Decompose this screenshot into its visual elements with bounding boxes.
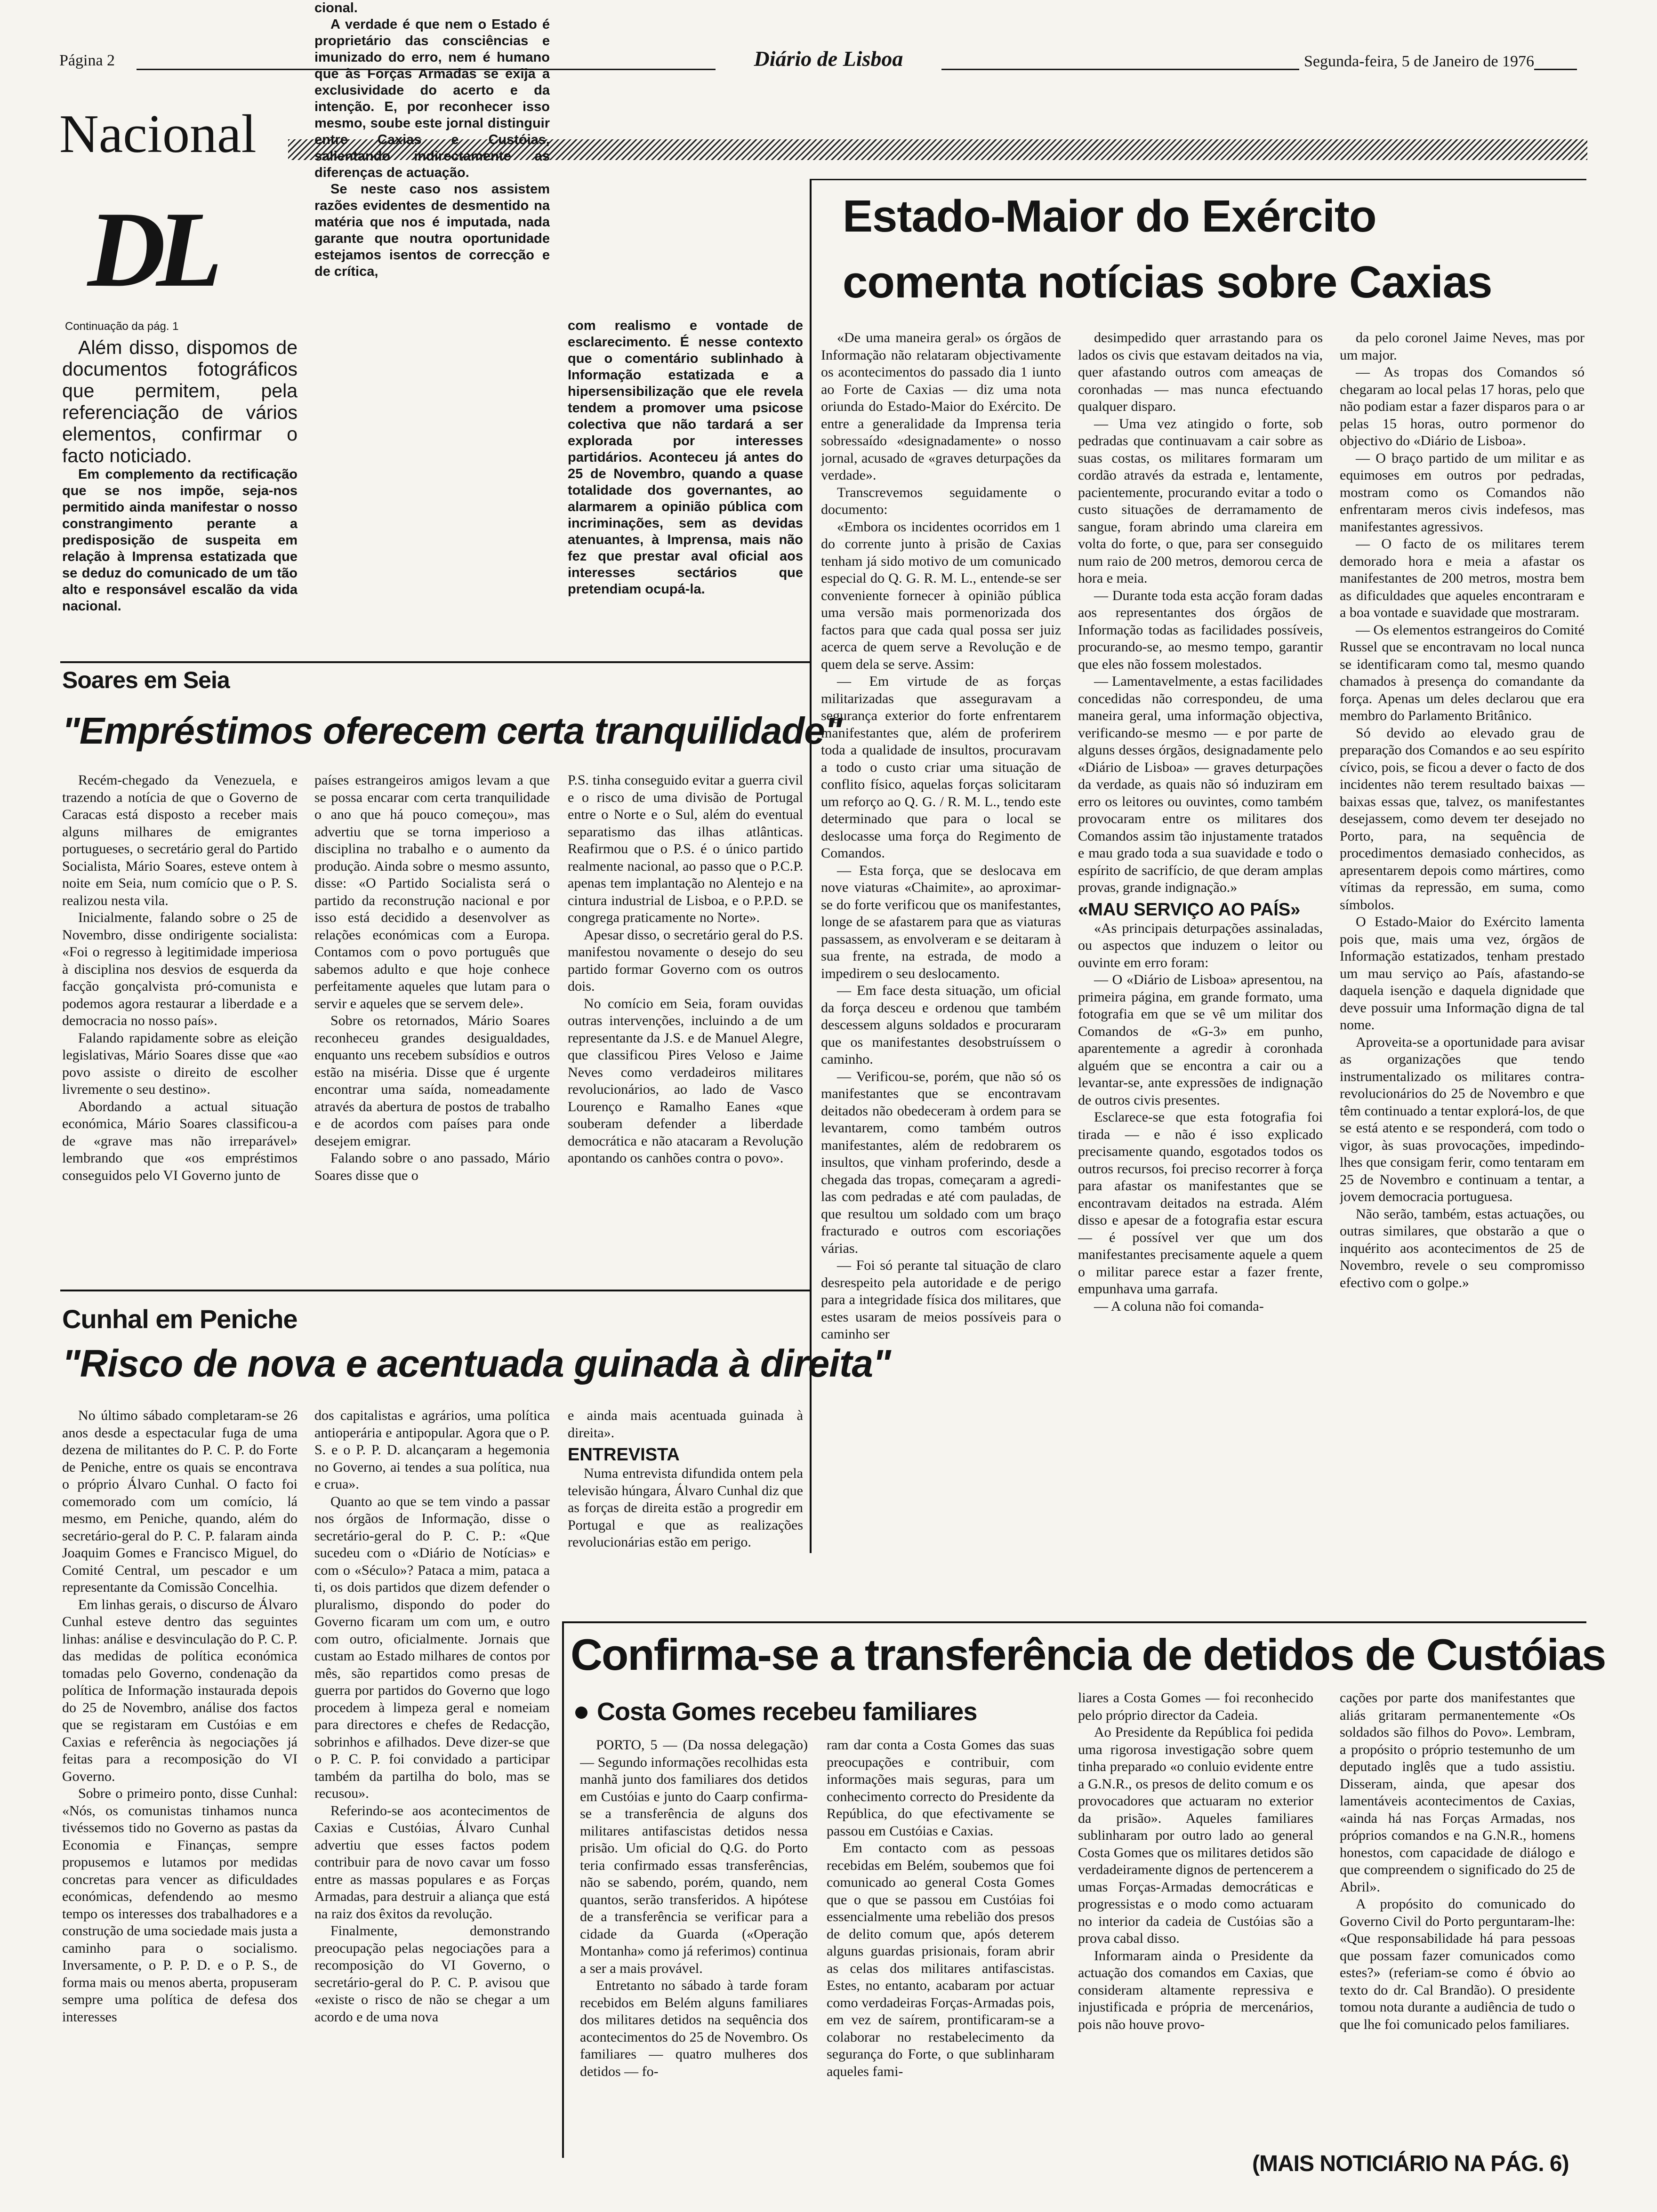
soares-paragraph: Apesar disso, o secretário geral do P.S. manifestou novamente o desejo do seu partido formar Governo com os outros dois. — [568, 927, 803, 994]
section-title: Nacional — [59, 104, 257, 164]
soares-paragraph: P.S. tinha conseguido evitar a guerra civil e o risco de uma divisão de Portugal entre o Norte e o Sul, além do eventual separatismo das ilhas atlânticas. Reafirmou que o P.S. é o único partido realmente nacional, ao passo que o P.C.P. apenas tem implantação no Alentejo e na cintura industrial de Lisboa, e o P.P.D. se congrega praticamente no Norte». — [568, 772, 803, 925]
soares-bottom-rule — [60, 1290, 810, 1291]
caxias-paragraph: «As principais deturpações assinaladas, ou aspectos que induzem o leitor ou ouvinte em erro foram: — [1078, 920, 1323, 970]
custoias-box-top-rule — [562, 1621, 1586, 1623]
custoias-paragraph: PORTO, 5 — (Da nossa delegação) — Segundo informações recolhidas esta manhã junto dos familiares dos detidos em Custóias e junto do Caarp confirma-se a transferência de alguns dos militares antifascistas detidos nessa prisão. Um oficial do Q.G. do Porto teria confirmado essas transferências, não se sabendo, porém, quando, nem quantos, serão transferidos. A hipótese de a transferência se verificar para a cidade da Guarda («Operação Montanha» como já referimos) continua a ser a mais provável. — [580, 1737, 808, 1976]
caxias-paragraph: — O facto de os militares terem demorado hora e meia a afastar os manifestantes de 200 metros, mostra bem as dificuldades que aqueles encontraram e a boa vontade e suavidade que mostraram. — [1340, 536, 1585, 620]
soares-paragraph: Sobre os retornados, Mário Soares reconheceu grandes desigualdades, enquanto uns recebem subsídios e outros estão na miséria. Disse que é urgente encontrar uma saída, nomeadamente através da abertura de postos de trabalho e de acordos com países para onde desejem emigrar. — [314, 1013, 550, 1149]
caxias-paragraph: «Embora os incidentes ocorridos em 1 do corrente junto à prisão de Caxias tenham já sido motivo de um comunicado especial do Q. G. R. M. L., entende-se ser conveniente fornecer à opinião pública uma versão mais pormenorizada dos factos para que cada qual possa ser juiz acerca de quem serve a Revolução e de quem dela se serve. Assim: — [821, 519, 1061, 672]
soares-paragraph: Inicialmente, falando sobre o 25 de Novembro, disse ondirigente socialista: «Foi o regresso à legitimidade imperiosa à disciplina nos desvios de esquerda da facção gonçalvista pró-comunista e podemos agora restaurar a liberdade e a democracia no nosso país». — [62, 910, 298, 1028]
soares-headline: "Empréstimos oferecem certa tranquilidade" — [62, 710, 842, 752]
caxias-paragraph: — Lamentavelmente, a estas facilidades concedidas não correspondeu, de uma maneira geral, uma informação objectiva, verificando-se mesmo — e por parte de alguns desses órgãos, designadamente pelo «Diário de Lisboa» — graves deturpações da verdade, as quais não só induziram em erro os leitores ou ouvintes, como também provocaram entre os militares dos Comandos assim tão injustamente tratados e mau grado toda a sua suavidade e todo o espírito de sacrifício, de que deram amplas provas, grande indignação.» — [1078, 673, 1323, 895]
caxias-paragraph: Não serão, também, estas actuações, ou outras similares, que obstarão a que o inquérito aos acontecimentos de 25 de Novembro, revele o seu compromisso efectivo com o golpe.» — [1340, 1206, 1585, 1290]
caxias-subhead: «MAU SERVIÇO AO PAÍS» — [1078, 899, 1301, 920]
cunhal-kicker: Cunhal em Peniche — [62, 1304, 298, 1334]
caxias-paragraph: — O «Diário de Lisboa» apresentou, na primeira página, em grande formato, uma fotografia em que se vê um militar dos Comandos de «G-3» em punho, aparentemente a agredir à coronhada alguém que se encontra a cair ou a levantar-se, ante expressões de indignação de outros civis presentes. — [1078, 972, 1323, 1108]
soares-paragraph: países estrangeiros amigos levam a que se possa encarar com certa tranquilidade o ano que há pouco começou», mas advertiu que se torna imperioso a disciplina no trabalho e o aumento da produção. Ainda sobre o mesmo assunto, disse: «O Partido Socialista será o partido da reconstrução nacional e por isso está decidido a desenvolver as relações económicas com a Europa. Contamos com o povo português que sabemos adulto e que hoje conhece perfeitamente aqueles que lutam para o servir e aqueles que se servem dele». — [314, 772, 550, 1011]
soares-column-3 — [568, 772, 803, 1271]
dl-logo: DL — [88, 189, 213, 309]
caxias-paragraph: — Em face desta situação, um oficial da força desceu e ordenou que também descessem alguns soldados e procuraram que os manifestantes desobstruíssem o caminho. — [821, 983, 1061, 1067]
editorial-bottom-rule — [60, 661, 810, 663]
cunhal-paragraph: No último sábado completaram-se 26 anos desde a espectacular fuga de uma dezena de militantes do P. C. P. do Forte de Peniche, entre os quais se encontrava o próprio Álvaro Cunhal. O facto foi comemorado com um comício, lá mesmo, em Peniche, quando, além do secretário-geral do P. C. P. falaram ainda Joaquim Gomes e Francisco Miguel, do Comité Central, um pescador e um representante da Comissão Concelhia. — [62, 1408, 298, 1595]
newspaper-name: Diário de Lisboa — [716, 46, 941, 71]
cunhal-subhead: ENTREVISTA — [568, 1445, 680, 1465]
caxias-paragraph: — Esta força, que se deslocava em nove viaturas «Chaimite», ao aproximar-se do forte verificou que os manifestantes, longe de se afastarem para que as viaturas passassem, as envolveram e se deitaram à sua frente, na estrada, de modo a impedirem o seu deslocamento. — [821, 862, 1061, 981]
continuation-note: Continuação da pág. 1 — [65, 320, 179, 333]
soares-paragraph: Abordando a actual situação económica, Mário Soares classificou-a de «grave mas não irreparável» lembrando que «os empréstimos conseguidos pelo VI Governo junto de — [62, 1098, 298, 1183]
caxias-paragraph: — As tropas dos Comandos só chegaram ao local pelas 17 horas, pelo que não podiam estar a fazer disparos para o ar pelas 15 horas, outro pormenor do objectivo do «Diário de Lisboa». — [1340, 364, 1585, 449]
caxias-paragraph: Esclarece-se que esta fotografia foi tirada — e não é isso explicado precisamente quando, esgotados todos os outros recursos, foi preciso recorrer à força para afastar os manifestantes que se encontravam deitados na estrada. Além disso e apesar de a fotografia estar escura — é possível ver que um dos manifestantes precisamente aquele a quem o militar parece estar a fazer frente, empunhava uma garrafa. — [1078, 1109, 1323, 1297]
cunhal-paragraph: dos capitalistas e agrários, uma política antioperária e antipopular. Agora que o P. S. e o P. P. D. alcançaram a hegemonia no Governo, ai tendes a sua política, nua e crua». — [314, 1408, 550, 1492]
custoias-paragraph: Informaram ainda o Presidente da actuação dos comandos em Caxias, que consideram altamente repressiva e injustificada e própria de mercenários, pois não houve provo- — [1078, 1948, 1313, 2032]
editorial-column-3 — [568, 318, 803, 666]
editorial-paragraph: Em complemento da rectificação que se nos impõe, seja-nos permitido ainda manifestar o nosso constrangimento perante a predisposição de suspeita em relação à Imprensa estatizada que se deduz do comunicado de um tão alto e responsável escalão da vida nacional. — [62, 467, 298, 614]
custoias-paragraph: Em contacto com as pessoas recebidas em Belém, soubemos que foi comunicado ao general Costa Gomes que o que se passou em Custóias foi essencialmente uma rebelião dos presos de delito comum que, após deterem alguns guardas prisionais, foram abrir as celas dos militares antifascistas. Estes, no entanto, acabaram por actuar como verdadeiras Forças-Armadas pois, em vez de saírem, prontificaram-se a colaborar no restabelecimento da segurança do Forte, o que sublinharam aqueles fami- — [827, 1840, 1054, 2079]
editorial-column-1 — [62, 337, 298, 694]
soares-column-2 — [314, 772, 550, 1271]
caxias-paragraph: — A coluna não foi comanda- — [1094, 1298, 1264, 1314]
caxias-column-3 — [1340, 329, 1585, 1553]
caxias-paragraph: — O braço partido de um militar e as equimoses em outros por pedradas, mostram como os Comandos não enfrentaram meros civis indefesos, mas manifestantes agressivos. — [1340, 450, 1585, 535]
cunhal-paragraph: Sobre o primeiro ponto, disse Cunhal: «Nós, os comunistas tinhamos nunca tivéssemos tido no Governo as pastas da Economia e Finanças, sempre propusemos e lutamos por medidas concretas para vencer as dificuldades económicas, defendendo ao mesmo tempo os interesses dos trabalhadores e a construção de uma sociedade mais justa a caminho para o socialismo. Inversamente, o P. P. D. e o P. S., de forma mais ou menos aberta, propuseram sempre uma política de defesa dos interesses — [62, 1786, 298, 2025]
caxias-paragraph: da pelo coronel Jaime Neves, mas por um major. — [1340, 330, 1585, 363]
cunhal-column-1 — [62, 1407, 298, 2184]
caxias-paragraph: — Verificou-se, porém, que não só os manifestantes que se encontravam deitados não obedeceram à ordem para se levantarem, como também outros manifestantes, além de redobrarem os insultos, que vinham proferindo, desde a chegada das tropas, começaram a agredi-las com pedradas e até com pauladas, de que resultou um soldado com um braço fracturado e outros com escoriações várias. — [821, 1068, 1061, 1256]
caxias-paragraph: — Os elementos estrangeiros do Comité Russel que se encontravam no local nunca se identificaram como tal, mesmo quando chamados à presença do comandante da força. Apenas um deles declarou que era membro do Parlamento Britânico. — [1340, 622, 1585, 723]
cunhal-column-3 — [568, 1407, 803, 1577]
custoias-column-4 — [1340, 1690, 1575, 2090]
custoias-paragraph: ram dar conta a Costa Gomes das suas preocupações e contribuir, com informações mais seguras, para um conhecimento correcto do Presidente da República, do que efectivamente se passou em Custóias e Caxias. — [827, 1737, 1054, 1839]
cunhal-paragraph: Finalmente, demonstrando preocupação pelas negociações para a recomposição do VI Governo, o secretário-geral do P. C. P. avisou que «existe o risco de não se chegar a um acordo e de uma nova — [314, 1923, 550, 2025]
caxias-paragraph: — Foi só perante tal situação de claro desrespeito pela autoridade e de perigo para a integridade física dos militares, que estes usaram de meios possíveis para o caminho ser — [821, 1258, 1061, 1342]
caxias-headline-line-1: Estado-Maior do Exército — [843, 191, 1376, 241]
custoias-subheadline: Costa Gomes recebeu familiares — [597, 1698, 977, 1726]
custoias-paragraph: A propósito do comunicado do Governo Civil do Porto perguntaram-lhe: «Que responsabilidade há para pessoas que possam fazer comunicados como estes?» (referiam-se como é óbvio ao texto do dr. Cal Brandão). O presidente tomou nota durante a audiência de tudo o que lhe foi comunicado pelos familiares. — [1340, 1896, 1575, 2032]
editorial-paragraph: com realismo e vontade de esclarecimento. É nesse contexto que o comentário sublinhado à Informação estatizada e a hipersensibilização que ele revela tendem a promover uma psicose colectiva que não tardará a ser explorada por interesses partidários. Aconteceu já antes do 25 de Novembro, quando a quase totalidade dos governantes, ao alarmarem a opinião pública com incriminações, sem as devidas atenuantes, à Imprensa, mais não fez que prestar aval oficial aos interesses sectários que pretendiam ocupá-la. — [568, 318, 803, 597]
editorial-column-2 — [314, 0, 550, 348]
bullet-dot-icon — [575, 1707, 587, 1719]
custoias-column-3 — [1078, 1690, 1313, 2160]
cunhal-paragraph: Referindo-se aos acontecimentos de Caxias e Custóias, Álvaro Cunhal advertiu que esses factos podem contribuir para de novo cavar um fosso entre as massas populares e as Forças Armadas, para destruir a aliança que está na raiz dos êxitos da revolução. — [314, 1803, 550, 1922]
custoias-paragraph: Ao Presidente da República foi pedida uma rigorosa investigação sobre quem tinha preparado «o conluio evidente entre a G.N.R., os presos de delito comum e os provocadores que actuaram no exterior da prisão». Aqueles familiares sublinharam por outro lado ao general Costa Gomes que os militares detidos são verdadeiramente dignos de pertencerem a umas Forças-Armadas democráticas e progressistas e o modo como actuaram no interior da cadeia de Custóias são a prova cabal disso. — [1078, 1724, 1313, 1946]
caxias-paragraph: Aproveita-se a oportunidade para avisar as organizações que tendo instrumentalizado os militares contra-revolucionários do 25 de Novembro e que têm continuado a tentar explorá-los, de que se está atento e se responderá, com todo o vigor, às suas provocações, impedindo-lhes que consigam ferir, como tentaram em 25 de Novembro e continuam a tentar, a jovem democracia portuguesa. — [1340, 1034, 1585, 1204]
editorial-paragraph: A verdade é que nem o Estado é proprietário das consciências e imunizado do erro, nem é humano que às Forças Armadas se exija a exclusividade do acerto e da intenção. E, por reconhecer isso mesmo, soube este jornal distinguir entre Caxias e Custóias, salientando indirectamente as diferenças de actuação. — [314, 17, 550, 180]
caxias-paragraph: «De uma maneira geral» os órgãos de Informação não relataram objectivamente os acontecimentos do passado dia 1 iunto ao Forte de Caxias — diz uma nota oriunda do Estado-Maior do Exército. De entre a generalidade da Imprensa teria sobressaído «designadamente» o nosso jornal, acusado de «graves deturpações da verdade». — [821, 330, 1061, 483]
caxias-paragraph: desimpedido quer arrastando para os lados os civis que estavam deitados na via, quer afastando outros com ameaças de coronhadas — mas nunca efectuando qualquer disparo. — [1078, 330, 1323, 414]
custoias-paragraph: cações por parte dos manifestantes que aliás gritaram permanentemente «Os soldados são filhos do Povo». Lembram, a propósito o próprio testemunho de um deputado inglês que a tudo assistiu. Disseram, ainda, que apesar dos lamentáveis acontecimentos de Caxias, «ainda há nas Forças Armadas, nos próprios comandos e na G.N.R., homens honestos, com capacidade de diálogo e que compreendem o significado do 25 de Abril». — [1340, 1690, 1575, 1895]
caxias-box-top-rule — [810, 179, 1586, 180]
cunhal-headline: "Risco de nova e acentuada guinada à direita" — [62, 1342, 891, 1385]
cunhal-paragraph: Numa entrevista difundida ontem pela televisão húngara, Álvaro Cunhal diz que as forças de direita estão a progredir em Portugal e que as realizações revolucionárias estão em perigo. — [568, 1466, 803, 1550]
caxias-paragraph: O Estado-Maior do Exército lamenta pois que, mais uma vez, órgãos de Informação estatizados, tenham prestado um mau serviço ao País, afastando-se daquela isenção e daquela dignidade que deve possuir uma Informação digna de tal nome. — [1340, 914, 1585, 1033]
soares-paragraph: Recém-chegado da Venezuela, e trazendo a notícia de que o Governo de Caracas está disposto a receber mais alguns milhares de emigrantes portugueses, o secretário geral do Partido Socialista, Mário Soares, esteve ontem à noite em Seia, num comício que o P. S. realizou nesta vila. — [62, 772, 298, 908]
continued-on-page-note: (MAIS NOTICIÁRIO NA PÁG. 6) — [1252, 2151, 1569, 2176]
caxias-paragraph: — Uma vez atingido o forte, sob pedradas que continuavam a cair sobre as suas costas, os militares formaram um cordão através da estrada e, lentamente, pacientemente, procurando evitar a todo o custo situações de derramamento de sangue, foram abrindo uma clareira em volta do forte, o que, para ser conseguido num raio de 200 metros, demorou cerca de hora e meia. — [1078, 416, 1323, 586]
soares-kicker: Soares em Seia — [62, 667, 230, 693]
issue-date: Segunda-feira, 5 de Janeiro de 1976 — [1299, 53, 1534, 71]
caxias-paragraph: Só devido ao elevado grau de preparação dos Comandos e ao seu espírito cívico, pois, se ficou a dever o facto de dos incidentes não terem resultado baixas — baixas essas que, talvez, os manifestantes desejassem, como devem ter desejado no Porto, para, na sequência de procedimentos demasiado conhecidos, as apresentarem depois como mártires, como vítimas da repressão, em suma, como símbolos. — [1340, 725, 1585, 913]
custoias-column-1 — [580, 1737, 808, 2179]
page-label: Página 2 — [59, 52, 115, 69]
custoias-headline: Confirma-se a transferência de detidos de Custóias — [571, 1630, 1606, 1679]
editorial-paragraph: Além disso, dispomos de documentos fotográficos que permitem, pela referenciação de vários elementos, confirmar o facto noticiado. — [62, 337, 298, 466]
soares-paragraph: Falando rapidamente sobre as eleição legislativas, Mário Soares disse que «ao povo assiste o direito de escolher livremente o seu destino». — [62, 1030, 298, 1097]
soares-column-1 — [62, 772, 298, 1271]
cunhal-paragraph: Quanto ao que se tem vindo a passar nos órgãos de Informação, disse o secretário-geral do P. C. P.: «Que sucedeu com o «Diário de Notícias» e com o «Século»? Pataca a mim, pataca a ti, os dois partidos que dizem defender o pluralismo, dispondo do poder do Governo ficaram um com um, e outro com outro, oficialmente. Jornais que custam ao Estado milhares de contos por mês, são repartidos como presas de guerra por partidos do Governo que logo procedem à limpeza geral e nomeiam para directores e chefes de Redacção, sobrinhos e afilhados. Deve dizer-se que o P. C. P. foi convidado a participar também da partilha do bolo, mas se recusou». — [314, 1493, 550, 1801]
soares-paragraph: Falando sobre o ano passado, Mário Soares disse que o — [314, 1150, 550, 1183]
cunhal-paragraph: e ainda mais acentuada guinada à direita». — [568, 1408, 803, 1441]
caxias-paragraph: — Em virtude de as forças militarizadas que asseguravam a segurança exterior do forte enfrentarem manifestantes que, além de proferirem toda a qualidade de insultos, procuravam a todo o custo criar uma situação de conflito físico, aquelas forças solicitaram um reforço ao Q. G. / R. M. L., tendo este determinado que para o local se deslocasse uma força do Regimento de Comandos. — [821, 673, 1061, 861]
editorial-paragraph: cional. — [314, 0, 358, 16]
caxias-paragraph: — Durante toda esta acção foram dadas aos representantes dos órgãos de Informação todas as facilidades possíveis, procurando-se, ao mesmo tempo, garantir que eles não fossem molestados. — [1078, 587, 1323, 672]
caxias-paragraph: Transcrevemos seguidamente o documento: — [821, 484, 1061, 517]
custoias-paragraph: liares a Costa Gomes — foi reconhecido pelo próprio director da Cadeia. — [1078, 1690, 1313, 1723]
custoias-box-left-rule — [562, 1621, 564, 2158]
cunhal-column-2 — [314, 1407, 550, 2184]
editorial-paragraph: Se neste caso nos assistem razões evidentes de desmentido na matéria que nos é imputada, nada garante que noutra oportunidade estejamos isentos de correcção e de crítica, — [314, 182, 550, 279]
custoias-column-2 — [827, 1737, 1054, 2179]
soares-paragraph: No comício em Seia, foram ouvidas outras intervenções, incluindo a de um representante da J.S. e de Manuel Alegre, que classificou Pires Veloso e Jaime Neves como verdadeiros militares revolucionários, ao lado de Vasco Lourenço e Ramalho Eanes «que souberam defender a liberdade democrática e não atacaram a Revolução apontando os canhões contra o povo». — [568, 995, 803, 1166]
custoias-paragraph: Entretanto no sábado à tarde foram recebidos em Belém alguns familiares dos militares detidos na sequência dos acontecimentos do 25 de Novembro. Os familiares — quatro mulheres dos detidos — fo- — [580, 1978, 808, 2079]
caxias-column-2 — [1078, 329, 1323, 1553]
cunhal-paragraph: Em linhas gerais, o discurso de Álvaro Cunhal esteve dentro das seguintes linhas: análise e desvinculação do P. C. P. das medidas de política económica tomadas pelo Governo, condenação da política de Informação instaurada depois do 25 de Novembro, análise dos factos que se registaram em Custóias e em Caxias e referência às negociações já feitas para a recomposição do VI Governo. — [62, 1596, 298, 1784]
caxias-headline-line-2: comenta notícias sobre Caxias — [843, 257, 1492, 307]
